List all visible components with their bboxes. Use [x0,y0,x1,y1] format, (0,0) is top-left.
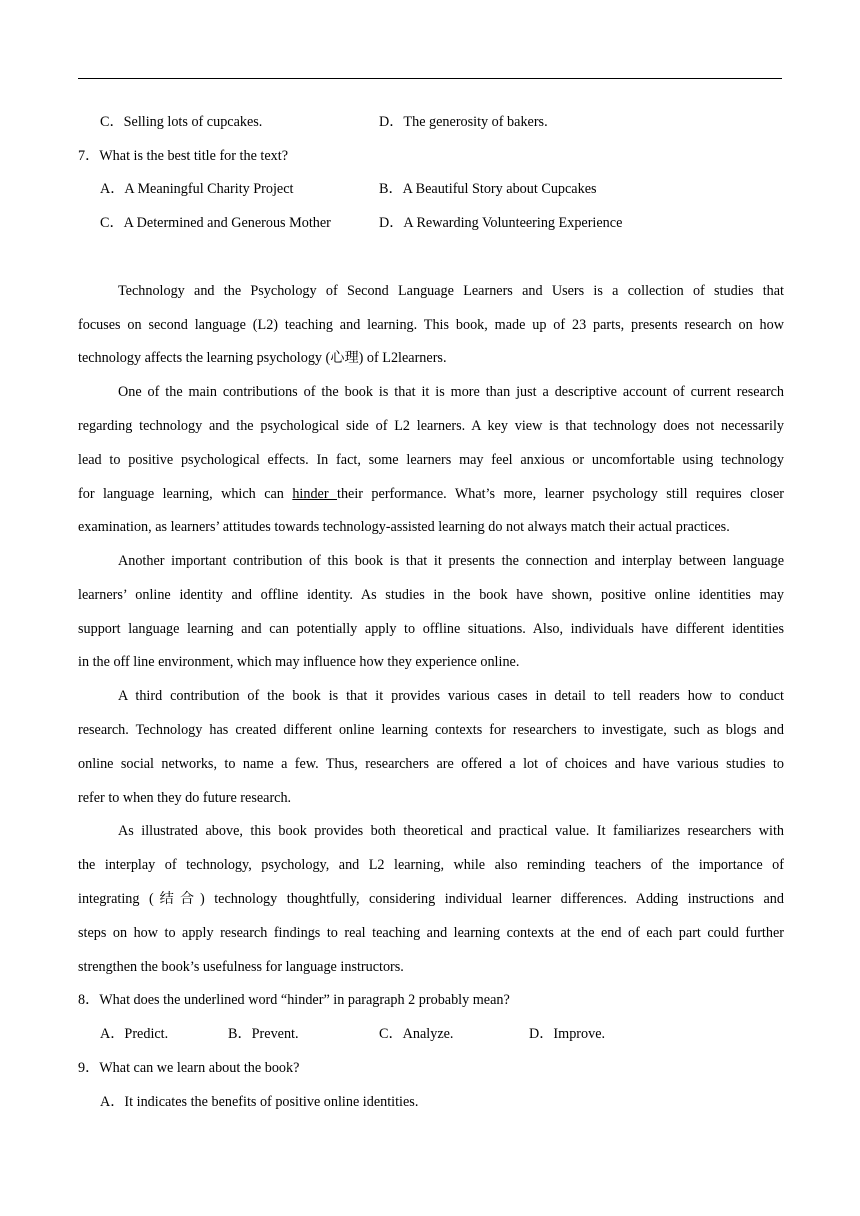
q7-option-d[interactable]: D．A Rewarding Volunteering Experience [379,215,623,231]
q7-stem: 7．What is the best title for the text? [78,148,288,164]
q8-option-c[interactable]: C．Analyze. [379,1026,454,1042]
q8-option-b[interactable]: B．Prevent. [228,1026,299,1042]
q8-option-a[interactable]: A．Predict. [100,1026,169,1042]
passage-p4-line: refer to when they do future research. [78,790,292,806]
passage-p5-line: As illustrated above, this book provides both theoretical and practical value. It familiarizes researchers with [118,823,784,839]
q8-stem: 8．What does the underlined word “hinder” in paragraph 2 probably mean? [78,992,510,1008]
passage-p3-line: support language learning and can potentially apply to offline situations. Also, individuals have different identities [78,621,784,637]
q6-option-d[interactable]: D．The generosity of bakers. [379,114,548,130]
passage-p3-line: in the off line environment, which may influence how they experience online. [78,654,520,670]
hinder-before: for language learning, which can [78,486,293,502]
passage-p5-line: steps on how to apply research findings to real teaching and learning contexts at the end of each part could further [78,925,784,941]
q6-option-c[interactable]: C．Selling lots of cupcakes. [100,114,263,130]
q9-option-a[interactable]: A．It indicates the benefits of positive online identities. [100,1094,419,1110]
q7-option-a[interactable]: A．A Meaningful Charity Project [100,181,294,197]
passage-p4-line: research. Technology has created different online learning contexts for researchers to investigate, such as blogs and [78,722,784,738]
passage-p2-line: examination, as learners’ attitudes towards technology-assisted learning do not always match their actual practices. [78,519,730,535]
q7-option-b[interactable]: B．A Beautiful Story about Cupcakes [379,181,597,197]
passage-p5-line: integrating (结合) technology thoughtfully, considering individual learner differences. Adding instructions and [78,891,784,907]
passage-p1-line: Technology and the Psychology of Second Language Learners and Users is a collection of studies that [118,283,784,299]
passage-p1-line: focuses on second language (L2) teaching and learning. This book, made up of 23 parts, presents research on how [78,317,784,333]
passage-p5-line: the interplay of technology, psychology, and L2 learning, while also reminding teachers of the importance of [78,857,784,873]
header-rule [78,78,782,79]
hinder-underlined-word: hinder [292,486,337,502]
hinder-after: their performance. What’s more, learner psychology still requires closer [337,486,784,502]
passage-p3-line: Another important contribution of this book is that it presents the connection and interplay between language [118,553,784,569]
passage-p5-line: strengthen the book’s usefulness for language instructors. [78,959,404,975]
q7-option-c[interactable]: C．A Determined and Generous Mother [100,215,331,231]
passage-p4-line: A third contribution of the book is that it provides various cases in detail to tell readers how to conduct [118,688,784,704]
passage-p3-line: learners’ online identity and offline identity. As studies in the book have shown, positive online identities may [78,587,784,603]
passage-p4-line: online social networks, to name a few. Thus, researchers are offered a lot of choices and have various studies to [78,756,784,772]
passage-p1-line: technology affects the learning psychology (心理) of L2learners. [78,350,447,366]
passage-p2-line: lead to positive psychological effects. In fact, some learners may feel anxious or uncomfortable using technology [78,452,784,468]
q9-stem: 9．What can we learn about the book? [78,1060,300,1076]
passage-p2-line: regarding technology and the psychological side of L2 learners. A key view is that technology does not necessarily [78,418,784,434]
q8-option-d[interactable]: D．Improve. [529,1026,606,1042]
passage-p2-line-hinder [78,484,784,504]
passage-p2-line: One of the main contributions of the book is that it is more than just a descriptive account of current research [118,384,784,400]
